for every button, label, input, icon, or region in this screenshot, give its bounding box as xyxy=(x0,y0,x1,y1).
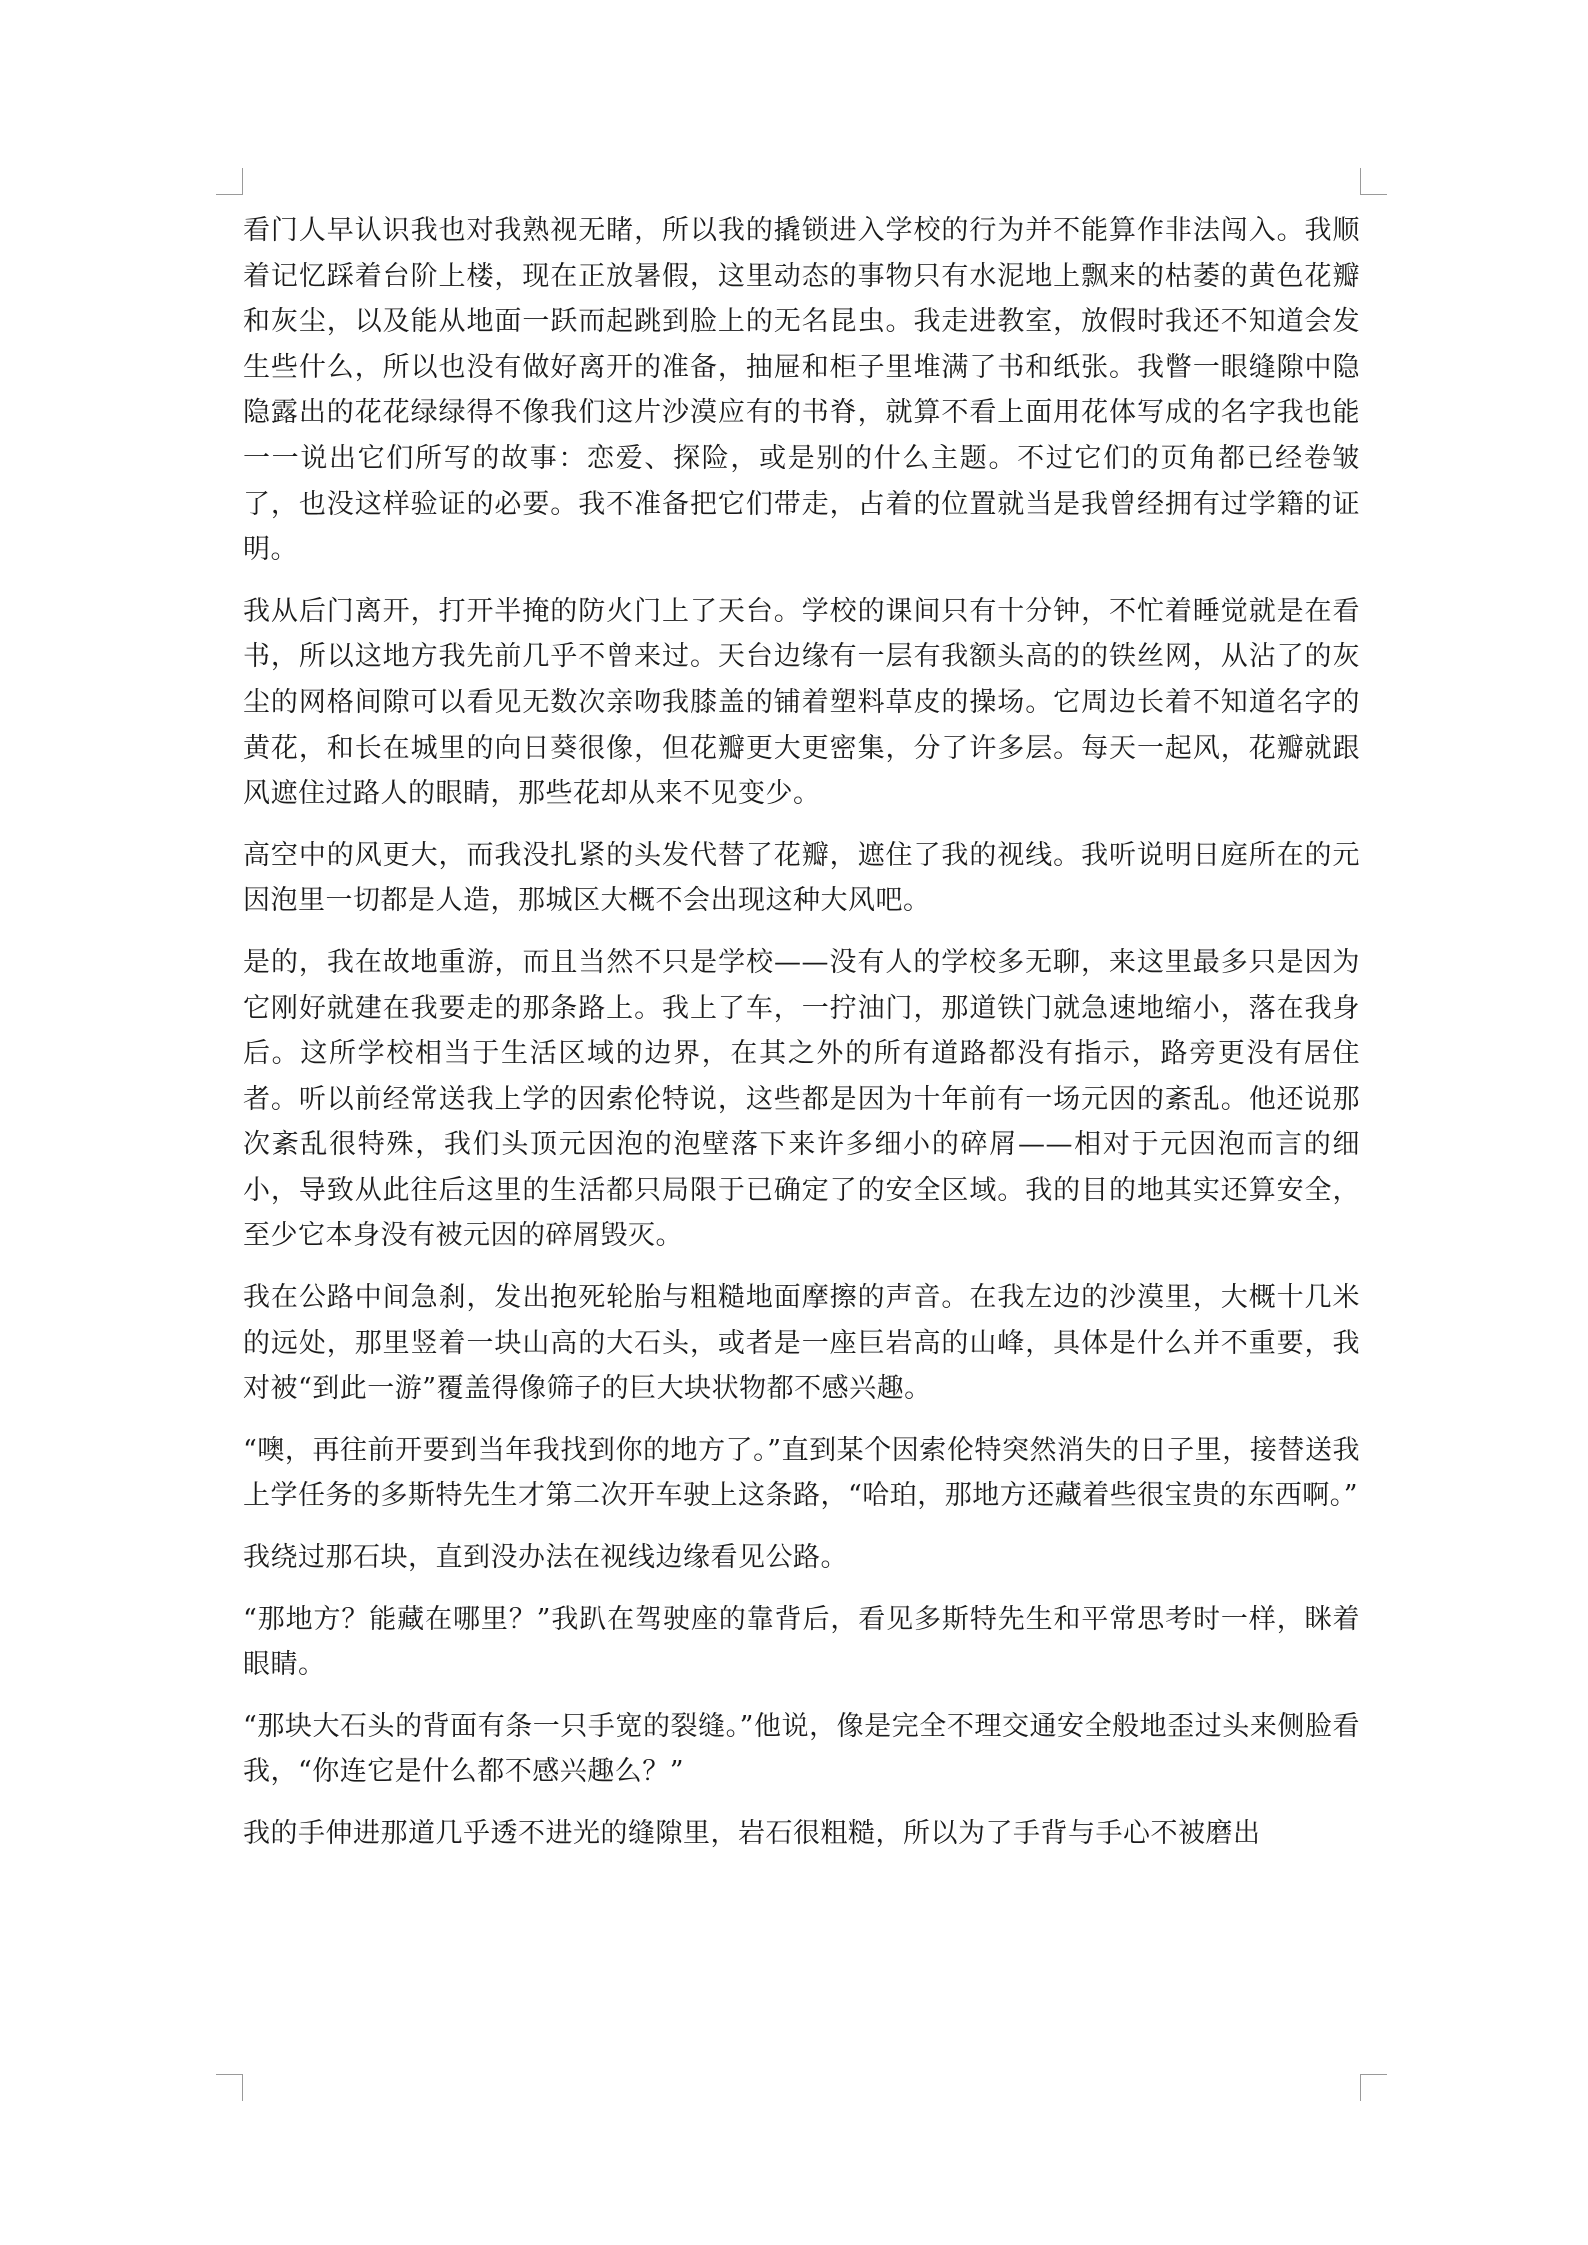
document-body xyxy=(243,208,1360,1873)
paragraph: 我在公路中间急刹，发出抱死轮胎与粗糙地面摩擦的声音。在我左边的沙漠里，大概十几米的远处，那里竖着一块山高的大石头，或者是一座巨岩高的山峰，具体是什么并不重要，我对被“到此一游”覆盖得像筛子的巨大块状物都不感兴趣。 xyxy=(243,1282,1360,1405)
crop-mark-bottom-left xyxy=(216,2074,243,2101)
crop-mark-bottom-right xyxy=(1360,2074,1387,2101)
paragraph: 我的手伸进那道几乎透不进光的缝隙里，岩石很粗糙，所以为了手背与手心不被磨出 xyxy=(243,1818,1261,1849)
paragraph: “噢，再往前开要到当年我找到你的地方了。”直到某个因索伦特突然消失的日子里，接替送我上学任务的多斯特先生才第二次开车驶上这条路，“哈珀，那地方还藏着些很宝贵的东西啊。” xyxy=(243,1434,1360,1512)
paragraph: 看门人早认识我也对我熟视无睹，所以我的撬锁进入学校的行为并不能算作非法闯入。我顺着记忆踩着台阶上楼，现在正放暑假，这里动态的事物只有水泥地上飘来的枯萎的黄色花瓣和灰尘，以及能从地面一跃而起跳到脸上的无名昆虫。我走进教室，放假时我还不知道会发生些什么，所以也没有做好离开的准备，抽屉和柜子里堆满了书和纸张。我瞥一眼缝隙中隐隐露出的花花绿绿得不像我们这片沙漠应有的书脊，就算不看上面用花体写成的名字我也能一一说出它们所写的故事：恋爱、探险，或是别的什么主题。不过它们的页角都已经卷皱了，也没这样验证的必要。我不准备把它们带走，占着的位置就当是我曾经拥有过学籍的证明。 xyxy=(243,215,1360,566)
paragraph: “那地方？能藏在哪里？”我趴在驾驶座的靠背后，看见多斯特先生和平常思考时一样，眯着眼睛。 xyxy=(243,1603,1360,1681)
paragraph: 我绕过那石块，直到没办法在视线边缘看见公路。 xyxy=(243,1542,848,1574)
paragraph: “那块大石头的背面有条一只手宽的裂缝。”他说，像是完全不理交通安全般地歪过头来侧脸看我，“你连它是什么都不感兴趣么？” xyxy=(243,1710,1360,1788)
crop-mark-top-left xyxy=(216,168,243,195)
paragraph: 我从后门离开，打开半掩的防火门上了天台。学校的课间只有十分钟，不忙着睡觉就是在看书，所以这地方我先前几乎不曾来过。天台边缘有一层有我额头高的的铁丝网，从沾了的灰尘的网格间隙可以看见无数次亲吻我膝盖的铺着塑料草皮的操场。它周边长着不知道名字的黄花，和长在城里的向日葵很像，但花瓣更大更密集，分了许多层。每天一起风，花瓣就跟风遮住过路人的眼睛，那些花却从来不见变少。 xyxy=(243,595,1360,810)
paragraph: 高空中的风更大，而我没扎紧的头发代替了花瓣，遮住了我的视线。我听说明日庭所在的元因泡里一切都是人造，那城区大概不会出现这种大风吧。 xyxy=(243,839,1360,917)
crop-mark-top-right xyxy=(1360,168,1387,195)
paragraph: 是的，我在故地重游，而且当然不只是学校——没有人的学校多无聊，来这里最多只是因为它刚好就建在我要走的那条路上。我上了车，一拧油门，那道铁门就急速地缩小，落在我身后。这所学校相当于生活区域的边界，在其之外的所有道路都没有指示，路旁更没有居住者。听以前经常送我上学的因索伦特说，这些都是因为十年前有一场元因的紊乱。他还说那次紊乱很特殊，我们头顶元因泡的泡壁落下来许多细小的碎屑——相对于元因泡而言的细小，导致从此往后这里的生活都只局限于已确定了的安全区域。我的目的地其实还算安全，至少它本身没有被元因的碎屑毁灭。 xyxy=(243,946,1360,1252)
